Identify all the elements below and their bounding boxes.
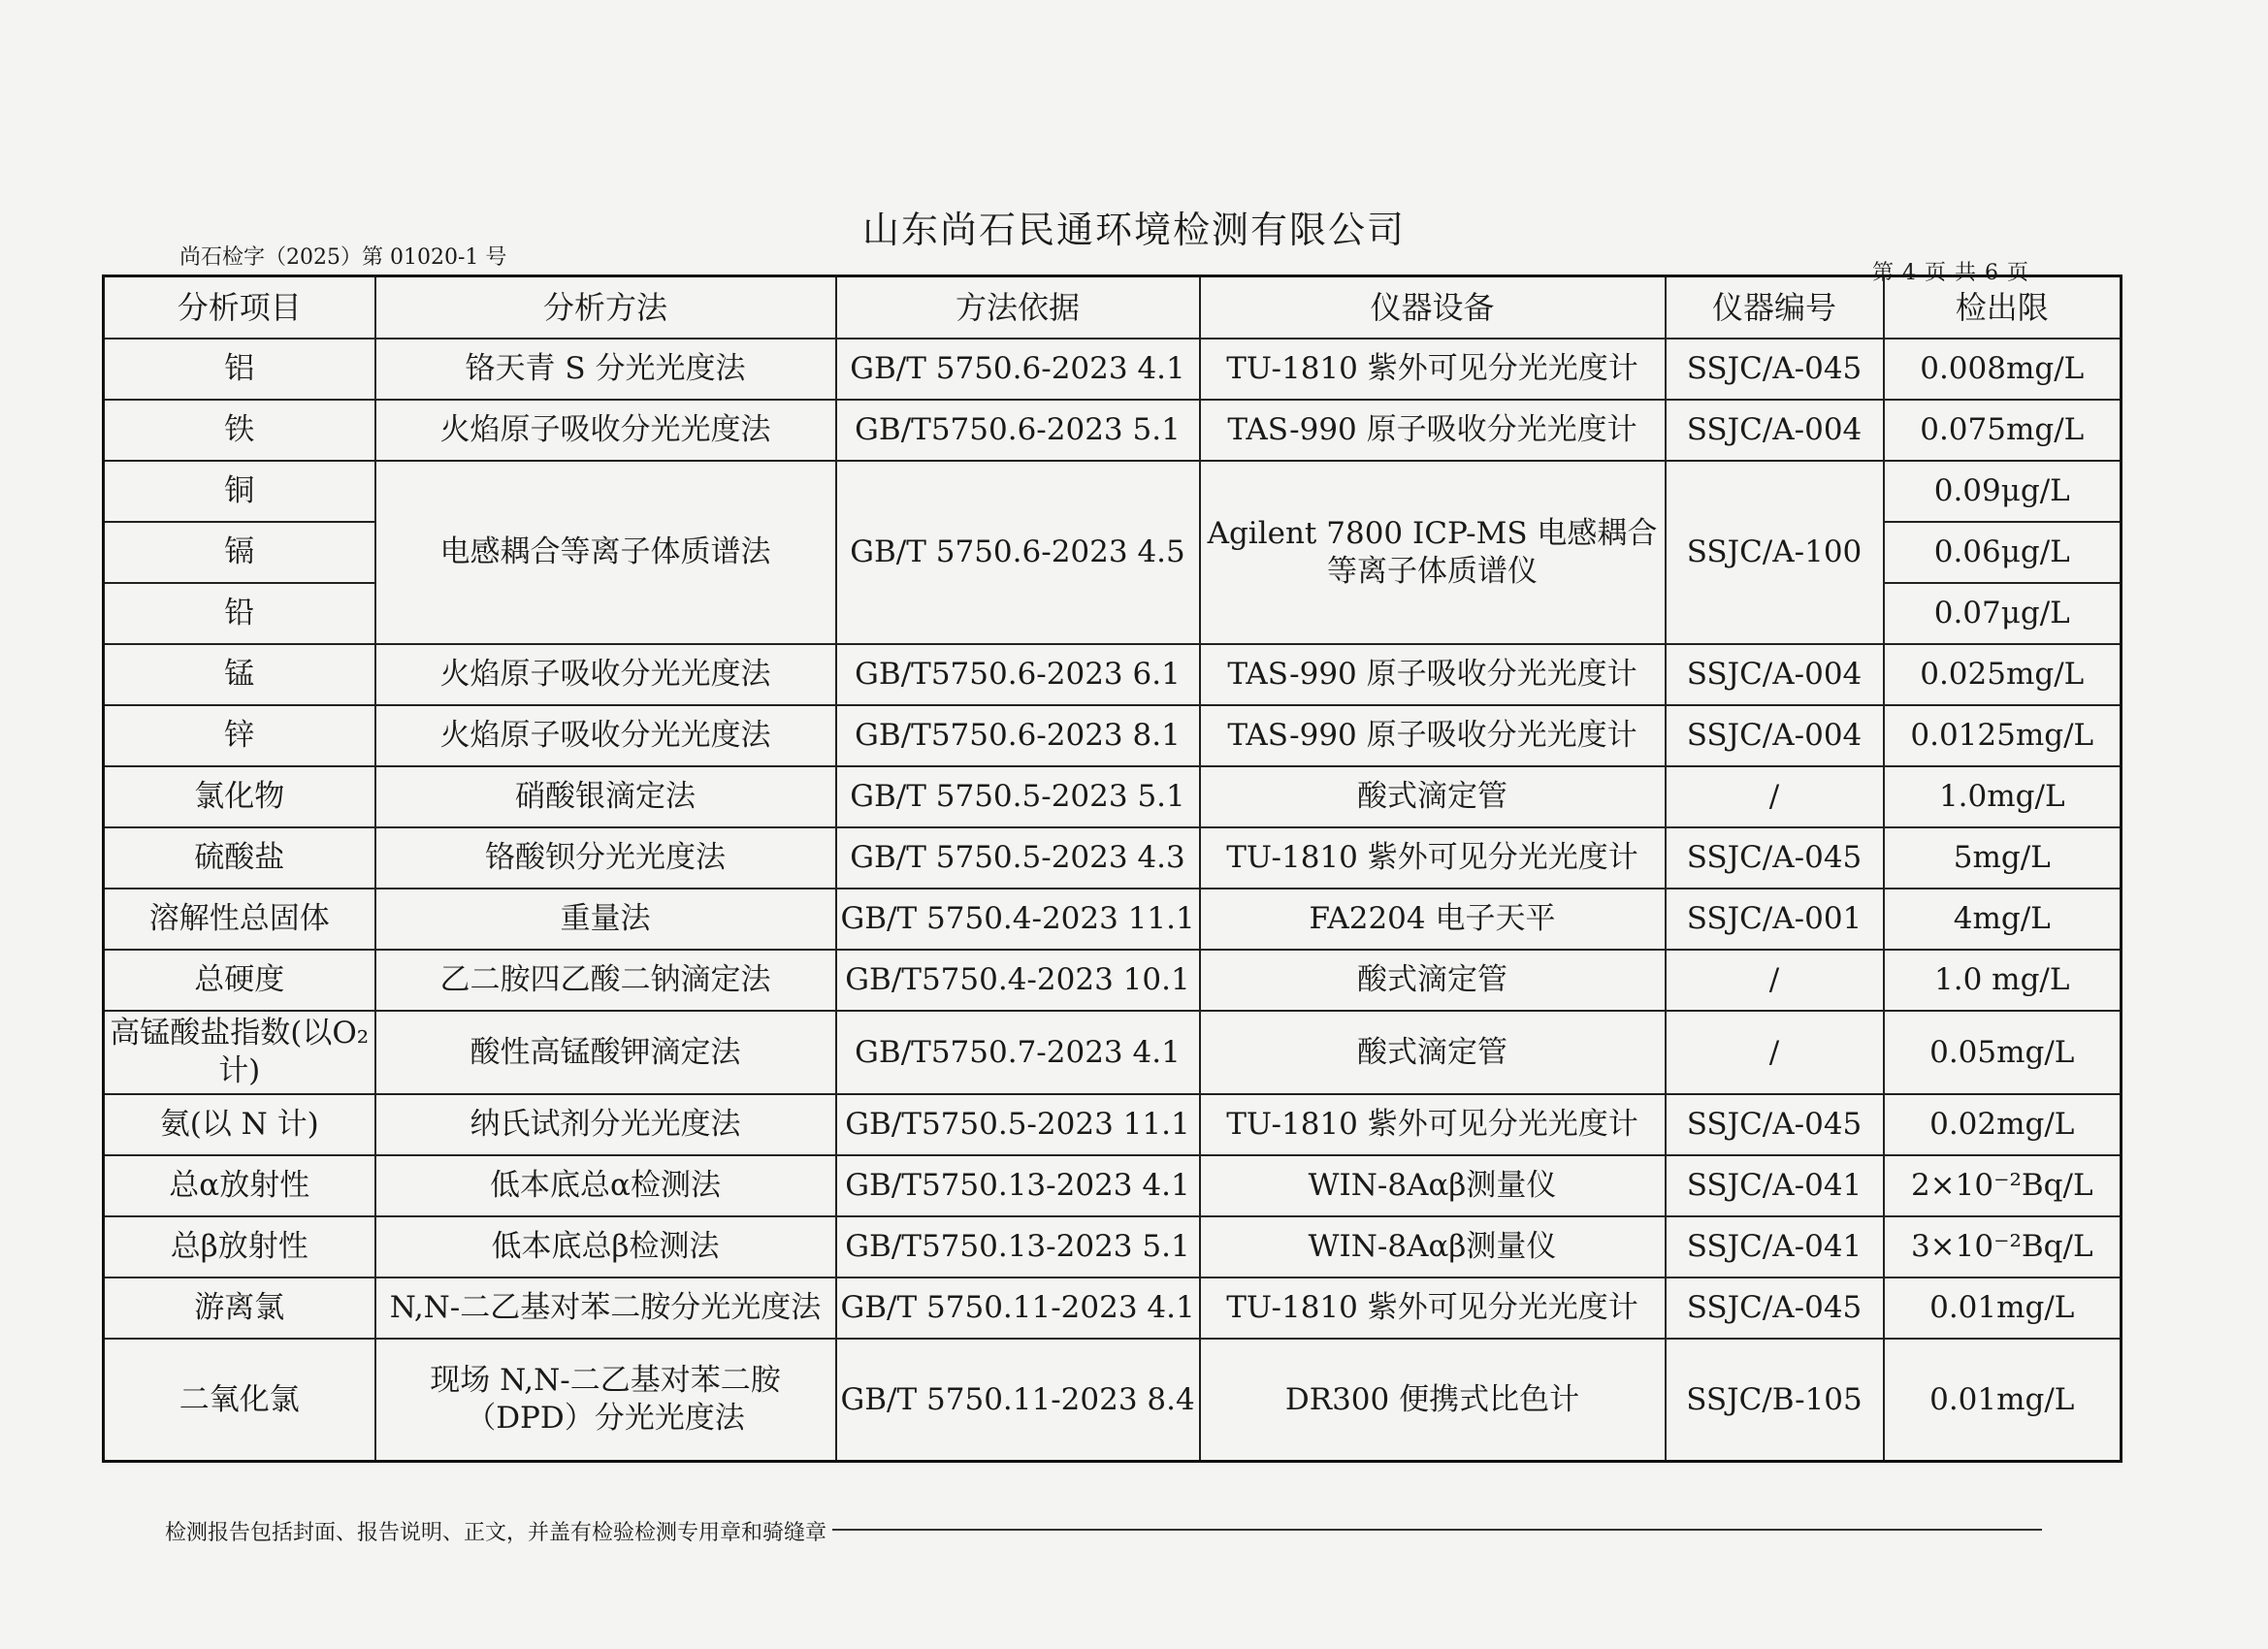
instrument: TAS-990 原子吸收分光光度计 [1200, 705, 1666, 766]
instrument-code: / [1666, 766, 1884, 827]
detection-limit: 0.07μg/L [1884, 583, 2122, 644]
page-indicator: 第 4 页 共 6 页 [1872, 261, 2029, 285]
analysis-method: 现场 N,N-二乙基对苯二胺（DPD）分光光度法 [375, 1339, 836, 1462]
detection-limit: 4mg/L [1884, 889, 2122, 950]
table-row [104, 1277, 2122, 1339]
column-header: 分析项目 [104, 276, 375, 340]
analysis-method: N,N-二乙基对苯二胺分光光度法 [375, 1277, 836, 1339]
instrument: WIN-8Aαβ测量仪 [1200, 1155, 1666, 1216]
table-row [104, 1216, 2122, 1277]
instrument: 酸式滴定管 [1200, 766, 1666, 827]
detection-limit: 0.09μg/L [1884, 461, 2122, 522]
analysis-item: 铅 [104, 583, 375, 644]
table-row [104, 1011, 2122, 1094]
instrument-code: SSJC/A-004 [1666, 400, 1884, 461]
method-basis: GB/T5750.7-2023 4.1 [836, 1011, 1200, 1094]
method-basis: GB/T 5750.5-2023 5.1 [836, 766, 1200, 827]
column-header: 仪器设备 [1200, 276, 1666, 340]
analysis-item: 氯化物 [104, 766, 375, 827]
table-row [104, 889, 2122, 950]
detection-limit: 2×10⁻²Bq/L [1884, 1155, 2122, 1216]
table-row [104, 461, 2122, 522]
table-row [104, 339, 2122, 400]
column-header: 方法依据 [836, 276, 1200, 340]
detection-limit: 0.075mg/L [1884, 400, 2122, 461]
detection-limit: 5mg/L [1884, 827, 2122, 889]
detection-limit: 3×10⁻²Bq/L [1884, 1216, 2122, 1277]
detection-limit: 0.02mg/L [1884, 1094, 2122, 1155]
instrument-code: SSJC/A-001 [1666, 889, 1884, 950]
analysis-methods-table [102, 275, 2122, 1463]
table-row [104, 1094, 2122, 1155]
detection-limit: 1.0mg/L [1884, 766, 2122, 827]
instrument-code: SSJC/B-105 [1666, 1339, 1884, 1462]
method-basis: GB/T 5750.11-2023 4.1 [836, 1277, 1200, 1339]
instrument: TAS-990 原子吸收分光光度计 [1200, 400, 1666, 461]
method-basis: GB/T5750.4-2023 10.1 [836, 950, 1200, 1011]
detection-limit: 0.06μg/L [1884, 522, 2122, 583]
instrument-code: SSJC/A-004 [1666, 705, 1884, 766]
analysis-item: 锰 [104, 644, 375, 705]
method-basis: GB/T5750.13-2023 4.1 [836, 1155, 1200, 1216]
analysis-method: 火焰原子吸收分光光度法 [375, 705, 836, 766]
method-basis: GB/T 5750.4-2023 11.1 [836, 889, 1200, 950]
table-row [104, 1155, 2122, 1216]
table-row [104, 950, 2122, 1011]
analysis-item: 氨(以 N 计) [104, 1094, 375, 1155]
detection-limit: 0.01mg/L [1884, 1339, 2122, 1462]
instrument-code: SSJC/A-045 [1666, 1277, 1884, 1339]
instrument: TU-1810 紫外可见分光光度计 [1200, 1094, 1666, 1155]
analysis-method: 铬酸钡分光光度法 [375, 827, 836, 889]
detection-limit: 0.0125mg/L [1884, 705, 2122, 766]
detection-limit: 1.0 mg/L [1884, 950, 2122, 1011]
instrument: TU-1810 紫外可见分光光度计 [1200, 1277, 1666, 1339]
analysis-item: 二氧化氯 [104, 1339, 375, 1462]
analysis-method: 酸性高锰酸钾滴定法 [375, 1011, 836, 1094]
instrument: FA2204 电子天平 [1200, 889, 1666, 950]
analysis-method: 火焰原子吸收分光光度法 [375, 644, 836, 705]
method-basis: GB/T 5750.6-2023 4.5 [836, 461, 1200, 644]
instrument-code: SSJC/A-045 [1666, 339, 1884, 400]
instrument-code: / [1666, 950, 1884, 1011]
instrument-code: SSJC/A-041 [1666, 1155, 1884, 1216]
analysis-item: 硫酸盐 [104, 827, 375, 889]
instrument: 酸式滴定管 [1200, 1011, 1666, 1094]
table-row [104, 705, 2122, 766]
instrument-code: / [1666, 1011, 1884, 1094]
method-basis: GB/T5750.5-2023 11.1 [836, 1094, 1200, 1155]
instrument: WIN-8Aαβ测量仪 [1200, 1216, 1666, 1277]
analysis-item: 铁 [104, 400, 375, 461]
method-basis: GB/T 5750.5-2023 4.3 [836, 827, 1200, 889]
analysis-method: 纳氏试剂分光光度法 [375, 1094, 836, 1155]
company-name: 山东尚石民通环境检测有限公司 [861, 209, 1406, 251]
analysis-method: 电感耦合等离子体质谱法 [375, 461, 836, 644]
instrument: TU-1810 紫外可见分光光度计 [1200, 339, 1666, 400]
analysis-item: 总α放射性 [104, 1155, 375, 1216]
detection-limit: 0.025mg/L [1884, 644, 2122, 705]
detection-limit: 0.008mg/L [1884, 339, 2122, 400]
detection-limit: 0.01mg/L [1884, 1277, 2122, 1339]
column-header: 分析方法 [375, 276, 836, 340]
instrument: 酸式滴定管 [1200, 950, 1666, 1011]
detection-limit: 0.05mg/L [1884, 1011, 2122, 1094]
analysis-item: 游离氯 [104, 1277, 375, 1339]
instrument: TAS-990 原子吸收分光光度计 [1200, 644, 1666, 705]
instrument: Agilent 7800 ICP-MS 电感耦合等离子体质谱仪 [1200, 461, 1666, 644]
analysis-method: 重量法 [375, 889, 836, 950]
analysis-method: 低本底总α检测法 [375, 1155, 836, 1216]
method-basis: GB/T5750.13-2023 5.1 [836, 1216, 1200, 1277]
analysis-item: 溶解性总固体 [104, 889, 375, 950]
instrument-code: SSJC/A-004 [1666, 644, 1884, 705]
analysis-method: 低本底总β检测法 [375, 1216, 836, 1277]
analysis-item: 镉 [104, 522, 375, 583]
analysis-method: 火焰原子吸收分光光度法 [375, 400, 836, 461]
analysis-item: 铝 [104, 339, 375, 400]
analysis-method: 乙二胺四乙酸二钠滴定法 [375, 950, 836, 1011]
method-basis: GB/T 5750.11-2023 8.4 [836, 1339, 1200, 1462]
instrument: DR300 便携式比色计 [1200, 1339, 1666, 1462]
column-header: 检出限 [1884, 276, 2122, 340]
analysis-item: 总β放射性 [104, 1216, 375, 1277]
method-basis: GB/T 5750.6-2023 4.1 [836, 339, 1200, 400]
instrument: TU-1810 紫外可见分光光度计 [1200, 827, 1666, 889]
instrument-code: SSJC/A-100 [1666, 461, 1884, 644]
table-row [104, 766, 2122, 827]
analysis-item: 铜 [104, 461, 375, 522]
table-row [104, 644, 2122, 705]
method-basis: GB/T5750.6-2023 8.1 [836, 705, 1200, 766]
instrument-code: SSJC/A-045 [1666, 827, 1884, 889]
report-number: 尚石检字（2025）第 01020-1 号 [179, 245, 507, 270]
analysis-method: 硝酸银滴定法 [375, 766, 836, 827]
table-row [104, 400, 2122, 461]
instrument-code: SSJC/A-041 [1666, 1216, 1884, 1277]
instrument-code: SSJC/A-045 [1666, 1094, 1884, 1155]
table-row [104, 1339, 2122, 1462]
method-basis: GB/T5750.6-2023 6.1 [836, 644, 1200, 705]
analysis-item: 高锰酸盐指数(以O₂计) [104, 1011, 375, 1094]
table-header-row [104, 276, 2122, 340]
footer-note: 检测报告包括封面、报告说明、正文，并盖有检验检测专用章和骑缝章 [165, 1516, 832, 1546]
table-row [104, 827, 2122, 889]
method-basis: GB/T5750.6-2023 5.1 [836, 400, 1200, 461]
analysis-item: 总硬度 [104, 950, 375, 1011]
analysis-method: 铬天青 S 分光光度法 [375, 339, 836, 400]
analysis-item: 锌 [104, 705, 375, 766]
column-header: 仪器编号 [1666, 276, 1884, 340]
